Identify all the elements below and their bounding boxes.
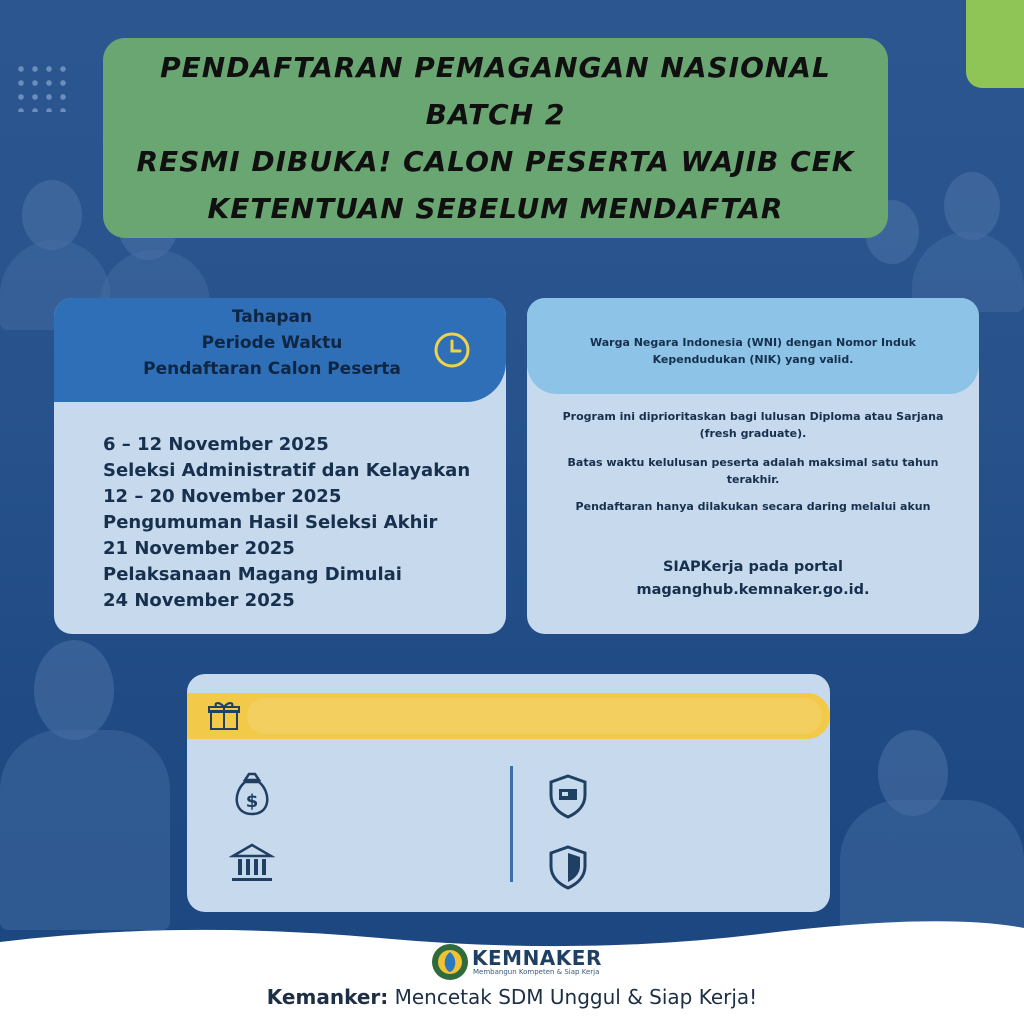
requirement-line: Kependudukan (NIK) yang valid. [652,353,854,366]
bank-icon [229,842,275,884]
requirement-line: (fresh graduate). [699,427,807,440]
schedule-heading-line: Periode Waktu [201,333,343,353]
benefits-header-field [247,698,822,734]
background-figure [944,172,1000,240]
kemnaker-logo-icon [430,942,470,982]
tagline-bold: Kemanker: [266,985,389,1009]
requirement-line: terakhir. [726,473,780,486]
requirement-graduation-limit [527,454,979,488]
portal-info [527,556,979,602]
schedule-item: 21 November 2025 [103,538,295,559]
requirements-card [527,298,979,634]
decorative-dots [14,62,74,112]
headline-banner [103,38,888,238]
background-figure [0,730,170,930]
schedule-item: 12 – 20 November 2025 [103,486,342,507]
money-bag-icon [231,770,273,818]
schedule-item: 6 – 12 November 2025 [103,434,329,455]
benefits-card [187,674,830,912]
requirement-line: Warga Negara Indonesia (WNI) dengan Nomor Induk [590,336,916,349]
brand-subtitle: Membangun Kompeten & Siap Kerja [473,968,600,976]
schedule-item: 24 November 2025 [103,590,295,611]
schedule-item: Pengumuman Hasil Seleksi Akhir [103,512,438,533]
clock-icon [432,330,472,370]
svg-text:$: $ [245,791,259,812]
tagline [0,985,1024,1009]
shield-id-icon [547,773,589,819]
headline-line: KETENTUAN SEBELUM MENDAFTAR [207,192,784,225]
headline-line: RESMI DIBUKA! CALON PESERTA WAJIB CEK [136,145,855,178]
schedule-heading-line: Tahapan [231,307,313,327]
portal-link[interactable]: maganghub.kemnaker.go.id. [636,582,870,598]
benefits-divider [510,766,513,882]
background-figure [34,640,114,740]
requirement-line: Pendaftaran hanya dilakukan secara daring melalui akun [575,500,931,513]
requirement-graduate [527,408,979,442]
schedule-item: Seleksi Administratif dan Kelayakan [103,460,471,481]
requirement-line: Batas waktu kelulusan peserta adalah maksimal satu tahun [567,456,939,469]
schedule-list [103,432,503,614]
portal-line: SIAPKerja pada portal [662,559,843,575]
gift-icon [207,698,241,732]
tagline-text: Mencetak SDM Unggul & Siap Kerja! [388,985,758,1009]
corner-accent [966,0,1024,88]
requirement-wni [527,334,979,368]
brand-name: KEMNAKER [472,946,602,970]
headline-line: PENDAFTARAN PEMAGANGAN NASIONAL BATCH 2 [160,51,831,131]
schedule-item: Pelaksanaan Magang Dimulai [103,564,402,585]
background-figure [840,800,1024,940]
requirement-line: Program ini diprioritaskan bagi lulusan Diploma atau Sarjana [562,410,944,423]
requirement-online [527,498,979,515]
schedule-heading-line: Pendaftaran Calon Peserta [143,359,401,379]
shield-icon [547,844,589,890]
